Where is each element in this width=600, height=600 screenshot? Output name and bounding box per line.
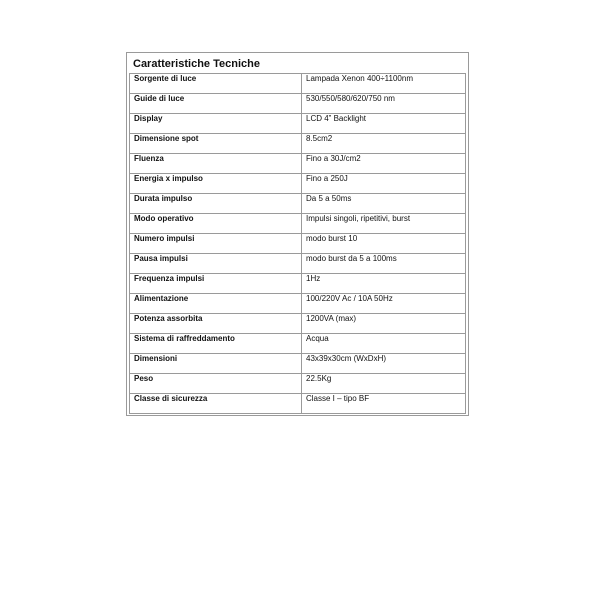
spec-row	[130, 134, 466, 154]
spec-row	[130, 354, 466, 374]
spec-value: 100/220V Ac / 10A 50Hz	[302, 294, 466, 314]
spec-value: Impulsi singoli, ripetitivi, burst	[302, 214, 466, 234]
spec-label: Numero impulsi	[130, 234, 302, 254]
spec-sheet	[126, 52, 469, 416]
spec-label: Guide di luce	[130, 94, 302, 114]
spec-label: Fluenza	[130, 154, 302, 174]
spec-label: Pausa impulsi	[130, 254, 302, 274]
spec-label: Durata impulso	[130, 194, 302, 214]
spec-value: Lampada Xenon 400÷1100nm	[302, 74, 466, 94]
spec-row	[130, 154, 466, 174]
spec-table-body	[130, 74, 466, 414]
spec-label: Sistema di raffreddamento	[130, 334, 302, 354]
spec-row	[130, 334, 466, 354]
spec-row	[130, 194, 466, 214]
spec-value: 1Hz	[302, 274, 466, 294]
spec-row	[130, 394, 466, 414]
spec-value: 22.5Kg	[302, 374, 466, 394]
spec-value: 8.5cm2	[302, 134, 466, 154]
spec-value: Acqua	[302, 334, 466, 354]
spec-label: Energia x impulso	[130, 174, 302, 194]
spec-label: Modo operativo	[130, 214, 302, 234]
spec-value: LCD 4” Backlight	[302, 114, 466, 134]
spec-row	[130, 294, 466, 314]
spec-row	[130, 274, 466, 294]
spec-label: Dimensione spot	[130, 134, 302, 154]
spec-row	[130, 174, 466, 194]
spec-value: modo burst 10	[302, 234, 466, 254]
spec-value: Classe I – tipo BF	[302, 394, 466, 414]
spec-value: Fino a 250J	[302, 174, 466, 194]
spec-row	[130, 234, 466, 254]
spec-label: Frequenza impulsi	[130, 274, 302, 294]
spec-value: modo burst da 5 a 100ms	[302, 254, 466, 274]
spec-label: Display	[130, 114, 302, 134]
spec-label: Alimentazione	[130, 294, 302, 314]
spec-label: Sorgente di luce	[130, 74, 302, 94]
spec-row	[130, 314, 466, 334]
spec-value: 530/550/580/620/750 nm	[302, 94, 466, 114]
spec-row	[130, 374, 466, 394]
spec-value: Da 5 a 50ms	[302, 194, 466, 214]
spec-label: Potenza assorbita	[130, 314, 302, 334]
spec-row	[130, 74, 466, 94]
spec-value: 1200VA (max)	[302, 314, 466, 334]
spec-value: 43x39x30cm (WxDxH)	[302, 354, 466, 374]
spec-label: Dimensioni	[130, 354, 302, 374]
spec-row	[130, 214, 466, 234]
spec-row	[130, 114, 466, 134]
spec-title: Caratteristiche Tecniche	[133, 58, 260, 70]
spec-row	[130, 254, 466, 274]
spec-label: Classe di sicurezza	[130, 394, 302, 414]
spec-label: Peso	[130, 374, 302, 394]
spec-value: Fino a 30J/cm2	[302, 154, 466, 174]
spec-table	[129, 73, 466, 414]
spec-row	[130, 94, 466, 114]
